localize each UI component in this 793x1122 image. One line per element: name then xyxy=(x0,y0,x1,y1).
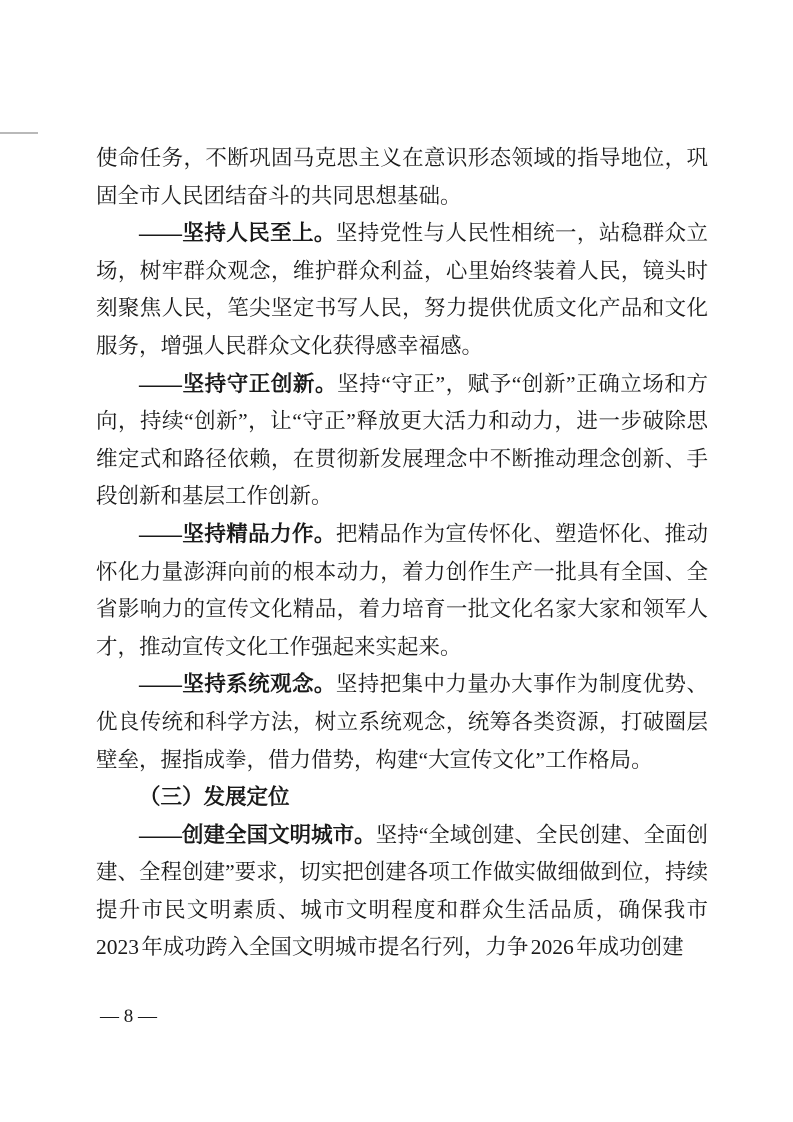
section-heading-development-positioning xyxy=(96,779,708,817)
paragraph-civilized-city xyxy=(96,817,708,967)
paragraph-principle-people-first xyxy=(96,215,708,365)
paragraph-text: 坚持“守正”，赋予“创新”正确立场和方向，持续“创新”，让“守正”释放更大活力和动力，进一步破除思维定式和路径依赖，在贯彻新发展理念中不断推动理念创新、手段创新和基层工作创新。 xyxy=(96,371,708,509)
paragraph-text: 把精品作为宣传怀化、塑造怀化、推动怀化力量澎湃向前的根本动力，着力创作生产一批具有全国、全省影响力的宣传文化精品，着力培育一批文化名家大家和领军人才，推动宣传文化工作强起来实起来。 xyxy=(96,521,708,659)
paragraph-continuation xyxy=(96,140,708,215)
paragraph-text: 坚持“全域创建、全民创建、全面创建、全程创建”要求，切实把创建各项工作做实做细做到位，持续提升市民文明素质、城市文明程度和群众生活品质，确保我市 2023 年成功跨入全国文明城市提名行列，力争 2026 年成功创建 xyxy=(96,822,708,960)
paragraph-text: 坚持把集中力量办大事作为制度优势、优良传统和科学方法，树立系统观念，统筹各类资源，打破圈层壁垒，握指成拳，借力借势，构建“大宣传文化”工作格局。 xyxy=(96,672,708,772)
section-heading-text: （三）发展定位 xyxy=(139,785,290,810)
paragraph-text: 坚持党性与人民性相统一，站稳群众立场，树牢群众观念，维护群众利益，心里始终装着人民，镜头时刻聚焦人民，笔尖坚定书写人民，努力提供优质文化产品和文化服务，增强人民群众文化获得感幸福感。 xyxy=(96,221,708,358)
paragraph-lead: ——坚持系统观念。 xyxy=(139,672,336,697)
paragraph-lead: ——坚持精品力作。 xyxy=(139,521,336,546)
page-number-text: — 8 — xyxy=(100,1006,157,1027)
paragraph-lead: ——创建全国文明城市。 xyxy=(139,822,376,847)
paragraph-lead: ——坚持守正创新。 xyxy=(139,371,338,396)
paragraph-principle-integrity-innovation xyxy=(96,366,708,516)
page-number xyxy=(100,1004,157,1030)
scan-artifact-line xyxy=(0,132,38,134)
document-body xyxy=(96,140,708,967)
paragraph-principle-systems-thinking xyxy=(96,666,708,779)
paragraph-lead: ——坚持人民至上。 xyxy=(139,221,336,246)
paragraph-principle-quality-works xyxy=(96,516,708,666)
paragraph-text: 使命任务，不断巩固马克思主义在意识形态领域的指导地位，巩固全市人民团结奋斗的共同思想基础。 xyxy=(96,146,708,208)
